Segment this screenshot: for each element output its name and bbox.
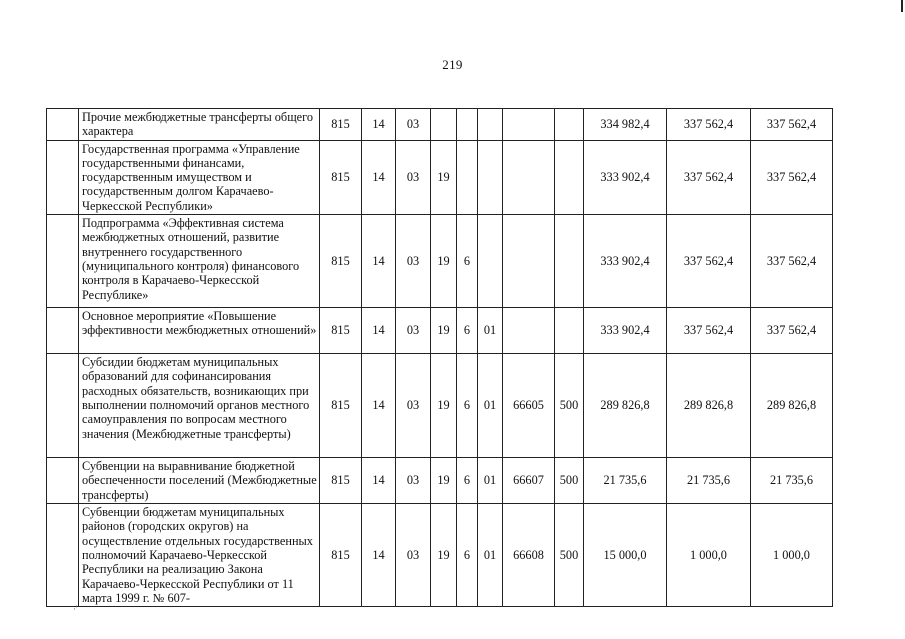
ministry-code-cell: 815	[320, 458, 362, 504]
amount-year-2-cell: 337 562,4	[667, 109, 751, 141]
row-number-cell	[47, 109, 79, 141]
subprogram-code-cell: 6	[457, 354, 478, 458]
subsection-code-cell: 03	[396, 140, 431, 214]
expense-name-cell: Основное мероприятие «Повышение эффективности межбюджетных отношений»	[79, 308, 320, 354]
activity-code-cell: 01	[478, 458, 503, 504]
section-code-cell: 14	[362, 308, 396, 354]
ministry-code-cell: 815	[320, 504, 362, 607]
ministry-code-cell: 815	[320, 308, 362, 354]
amount-year-2-cell: 337 562,4	[667, 140, 751, 214]
row-number-cell	[47, 458, 79, 504]
subprogram-code-cell	[457, 109, 478, 141]
amount-year-1-cell: 333 902,4	[584, 140, 667, 214]
activity-code-cell: 01	[478, 354, 503, 458]
section-code-cell: 14	[362, 504, 396, 607]
row-number-cell	[47, 308, 79, 354]
subsection-code-cell: 03	[396, 109, 431, 141]
expense-type-code-cell	[555, 140, 584, 214]
direction-code-cell	[503, 215, 555, 308]
table-row	[47, 354, 833, 458]
amount-year-1-cell: 289 826,8	[584, 354, 667, 458]
expense-type-code-cell: 500	[555, 504, 584, 607]
amount-year-2-cell: 289 826,8	[667, 354, 751, 458]
activity-code-cell	[478, 109, 503, 141]
table-row	[47, 308, 833, 354]
amount-year-3-cell: 337 562,4	[751, 140, 833, 214]
subsection-code-cell: 03	[396, 308, 431, 354]
amount-year-3-cell: 21 735,6	[751, 458, 833, 504]
direction-code-cell	[503, 308, 555, 354]
table-row	[47, 140, 833, 214]
program-code-cell	[431, 109, 457, 141]
row-number-cell	[47, 215, 79, 308]
table-row	[47, 109, 833, 141]
ministry-code-cell: 815	[320, 215, 362, 308]
section-code-cell: 14	[362, 109, 396, 141]
subsection-code-cell: 03	[396, 215, 431, 308]
amount-year-3-cell: 337 562,4	[751, 308, 833, 354]
expense-type-code-cell: 500	[555, 354, 584, 458]
expense-name-cell: Прочие межбюджетные трансферты общего характера	[79, 109, 320, 141]
row-number-cell	[47, 354, 79, 458]
program-code-cell: 19	[431, 458, 457, 504]
direction-code-cell	[503, 109, 555, 141]
amount-year-3-cell: 337 562,4	[751, 215, 833, 308]
subsection-code-cell: 03	[396, 354, 431, 458]
expense-type-code-cell	[555, 109, 584, 141]
amount-year-1-cell: 15 000,0	[584, 504, 667, 607]
program-code-cell: 19	[431, 308, 457, 354]
budget-table	[46, 108, 833, 607]
expense-name-cell: Подпрограмма «Эффективная система межбюджетных отношений, развитие внутреннего государственного (муниципального контроля) финансового контроля в Карачаево-Черкесской Республике»	[79, 215, 320, 308]
expense-name-cell: Субвенции на выравнивание бюджетной обеспеченности поселений (Межбюджетные трансферты)	[79, 458, 320, 504]
ministry-code-cell: 815	[320, 109, 362, 141]
subprogram-code-cell: 6	[457, 504, 478, 607]
amount-year-3-cell: 1 000,0	[751, 504, 833, 607]
expense-name-cell: Государственная программа «Управление государственными финансами, государственным имуществом и государственным долгом Карачаево-Черкесской Республики»	[79, 140, 320, 214]
expense-type-code-cell	[555, 308, 584, 354]
row-number-cell	[47, 504, 79, 607]
subprogram-code-cell: 6	[457, 215, 478, 308]
subsection-code-cell: 03	[396, 504, 431, 607]
subprogram-code-cell	[457, 140, 478, 214]
table-row	[47, 504, 833, 607]
direction-code-cell: 66608	[503, 504, 555, 607]
amount-year-2-cell: 1 000,0	[667, 504, 751, 607]
activity-code-cell	[478, 215, 503, 308]
section-code-cell: 14	[362, 458, 396, 504]
row-number-cell	[47, 140, 79, 214]
program-code-cell: 19	[431, 140, 457, 214]
program-code-cell: 19	[431, 215, 457, 308]
ministry-code-cell: 815	[320, 140, 362, 214]
program-code-cell: 19	[431, 354, 457, 458]
direction-code-cell: 66607	[503, 458, 555, 504]
subsection-code-cell: 03	[396, 458, 431, 504]
activity-code-cell	[478, 140, 503, 214]
activity-code-cell: 01	[478, 308, 503, 354]
direction-code-cell: 66605	[503, 354, 555, 458]
page-number: 219	[442, 57, 463, 72]
section-code-cell: 14	[362, 140, 396, 214]
amount-year-3-cell: 289 826,8	[751, 354, 833, 458]
ministry-code-cell: 815	[320, 354, 362, 458]
amount-year-2-cell: 337 562,4	[667, 308, 751, 354]
amount-year-1-cell: 333 902,4	[584, 308, 667, 354]
amount-year-1-cell: 334 982,4	[584, 109, 667, 141]
table-row	[47, 458, 833, 504]
amount-year-1-cell: 333 902,4	[584, 215, 667, 308]
expense-type-code-cell	[555, 215, 584, 308]
amount-year-2-cell: 21 735,6	[667, 458, 751, 504]
program-code-cell: 19	[431, 504, 457, 607]
subprogram-code-cell: 6	[457, 458, 478, 504]
scan-edge-mark	[901, 0, 903, 12]
expense-name-cell: Субвенции бюджетам муниципальных районов (городских округов) на осуществление отдельных государственных полномочий Карачаево-Черкесской Республики на реализацию Закона Карачаево-Черкесской Республики от 11 марта 1999 г. № 607-	[79, 504, 320, 607]
amount-year-2-cell: 337 562,4	[667, 215, 751, 308]
expense-type-code-cell: 500	[555, 458, 584, 504]
scan-speck: ·'	[73, 604, 78, 614]
expense-name-cell: Субсидии бюджетам муниципальных образований для софинансирования расходных обязательств, возникающих при выполнении полномочий органов местного самоуправления по вопросам местного значения (Межбюджетные трансферты)	[79, 354, 320, 458]
activity-code-cell: 01	[478, 504, 503, 607]
subprogram-code-cell: 6	[457, 308, 478, 354]
section-code-cell: 14	[362, 354, 396, 458]
direction-code-cell	[503, 140, 555, 214]
table-row	[47, 215, 833, 308]
amount-year-1-cell: 21 735,6	[584, 458, 667, 504]
section-code-cell: 14	[362, 215, 396, 308]
amount-year-3-cell: 337 562,4	[751, 109, 833, 141]
